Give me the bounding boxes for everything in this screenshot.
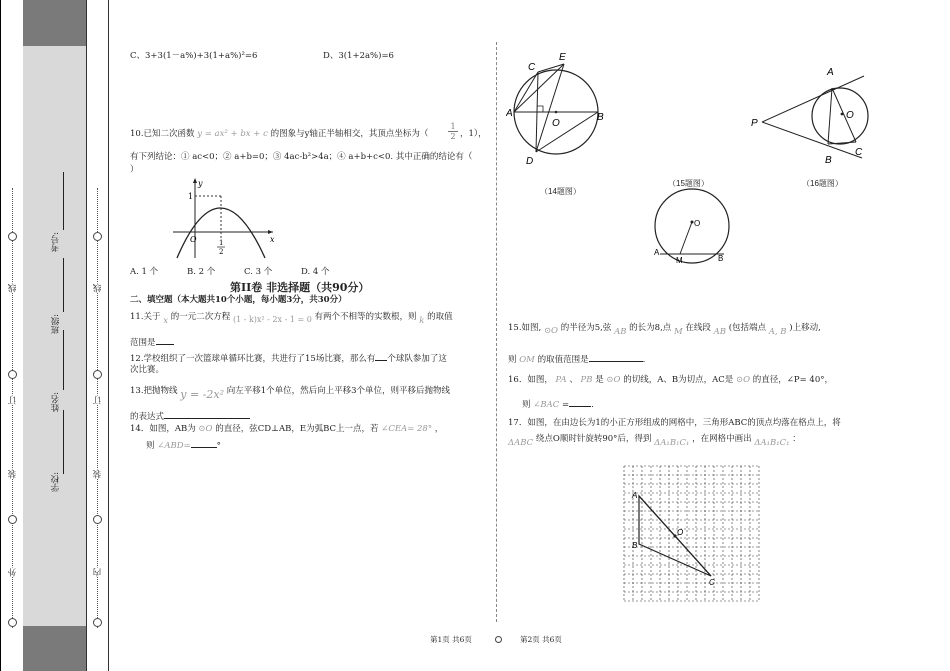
q13-line2-text: 的表达式 bbox=[130, 412, 165, 422]
footer-center-circle bbox=[495, 636, 502, 643]
grid-label-a: A bbox=[632, 491, 638, 500]
fig15-label-b: B bbox=[718, 254, 724, 263]
q15-e: (包括端点 bbox=[728, 323, 767, 333]
inner-mark-nei: 内 bbox=[93, 568, 103, 577]
q15-b: 的半径为5,弦 bbox=[560, 323, 612, 333]
exam-number-label: 考号: bbox=[51, 232, 61, 252]
q15-m: M bbox=[673, 327, 683, 337]
q16-d: 的切线，A、B为切点，AC是 bbox=[623, 375, 734, 385]
q14-line2c: ° bbox=[216, 441, 221, 451]
outer-cut-line bbox=[12, 188, 13, 628]
q13-a: 13.把抛物线 bbox=[130, 386, 178, 396]
q10-text-b: 的图象与y轴正半轴相交，其顶点坐标为（ bbox=[270, 129, 429, 139]
q10-line1 bbox=[130, 129, 428, 140]
q16-b: 、 bbox=[569, 375, 578, 385]
q16-pa: PA bbox=[555, 375, 567, 385]
q14-line2 bbox=[146, 438, 221, 452]
fig14-label-b: B bbox=[597, 112, 604, 123]
q10-graph-origin: O bbox=[190, 235, 197, 244]
outer-hole-2 bbox=[8, 370, 17, 379]
figure-16 bbox=[748, 60, 870, 172]
q15-line2a: 则 bbox=[508, 355, 517, 365]
q13-line1 bbox=[130, 384, 451, 401]
q11-a: 11.关于 bbox=[130, 312, 161, 322]
q16-circle2: ⊙O bbox=[735, 375, 751, 385]
q11-eq: (1 - k)x² - 2x - 1 = 0 bbox=[232, 315, 312, 324]
q10-frac-num: 1 bbox=[450, 122, 456, 131]
grid-lines bbox=[624, 466, 759, 601]
q12-line2: 次比赛。 bbox=[130, 365, 165, 375]
q12-b: 个球队参加了这 bbox=[387, 354, 447, 364]
q9-option-c: C、3+3(1－a%)+3(1+a%)²=6 bbox=[130, 51, 258, 61]
fig15-label-m: M bbox=[676, 256, 683, 265]
q10-option-c: C. 3 个 bbox=[244, 267, 273, 277]
q10-graph-half-den: 2 bbox=[219, 248, 224, 256]
q10-line2: 有下列结论：① ac<0；② a+b=0；③ 4ac-b²>4a；④ a+b+c<0. 其中正确的结论有（ bbox=[130, 152, 473, 162]
inner-hole-4 bbox=[93, 618, 102, 627]
q17-tri2: ΔA₁B₁C₁ bbox=[654, 438, 690, 448]
q16-answer-blank[interactable] bbox=[569, 397, 591, 407]
q11-d: 的取值 bbox=[427, 312, 453, 322]
figure-14 bbox=[506, 46, 606, 172]
binding-gray-band bbox=[23, 46, 86, 626]
q16-line2b: = bbox=[561, 400, 570, 410]
q15-line2: 则 OM 的取值范围是 . bbox=[508, 352, 645, 366]
q14-circle: ⊙O bbox=[198, 424, 213, 434]
fig16-label-p: P bbox=[751, 118, 758, 129]
q16-line2: 则 ∠BAC = . bbox=[522, 397, 594, 411]
outer-mark-zhuang: 装 bbox=[8, 470, 18, 479]
q14-b: 的直径，弦CD⊥AB，E为弧BC上一点，若 bbox=[215, 424, 379, 434]
outer-mark-ding: 订 bbox=[8, 396, 18, 405]
q10-graph-y: y bbox=[198, 179, 203, 188]
q11-answer-blank[interactable] bbox=[156, 335, 174, 345]
inner-hole-3 bbox=[93, 515, 102, 524]
q9-option-d: D、3(1+2a%)=6 bbox=[323, 51, 394, 61]
grid-label-b: B bbox=[632, 541, 638, 550]
name-label: 姓名: bbox=[51, 392, 61, 412]
q10-graph-one: 1 bbox=[188, 192, 194, 201]
fig16-label-o: O bbox=[846, 110, 854, 121]
class-label: 班级: bbox=[51, 314, 61, 334]
q14-angle: ∠CEA= 28° bbox=[381, 424, 433, 434]
q11-b: 的一元二次方程 bbox=[170, 312, 231, 322]
figure-15 bbox=[650, 188, 736, 270]
q12-line1 bbox=[130, 351, 447, 365]
q10-formula: y = ax² + bx + c bbox=[197, 129, 268, 139]
q15-om: OM bbox=[519, 355, 535, 365]
q15-ab2: AB bbox=[713, 327, 727, 337]
q11-line2 bbox=[130, 335, 174, 349]
binding-strip-border bbox=[0, 0, 1, 671]
inner-mark-ding: 订 bbox=[93, 396, 103, 405]
q15-ab: AB bbox=[614, 327, 627, 337]
fig14-label-o: O bbox=[552, 118, 560, 129]
fig16-label-a: A bbox=[827, 67, 834, 78]
fig14-label-a: A bbox=[506, 108, 513, 119]
q13-answer-blank[interactable] bbox=[164, 409, 250, 419]
outer-hole-3 bbox=[8, 515, 17, 524]
binding-band-right-line bbox=[86, 0, 87, 671]
q17-line1: 17．如图，在由边长为1的小正方形组成的网格中，三角形ABC的顶点均落在格点上，将 bbox=[508, 418, 841, 428]
fig14-caption: （14题图） bbox=[540, 187, 581, 196]
q14-line2a: 则 bbox=[146, 441, 155, 451]
q15-f: )上移动, bbox=[789, 323, 821, 333]
q17-b: 绕点O顺时针旋转90°后，得到 bbox=[535, 434, 652, 444]
q12-answer-blank[interactable] bbox=[375, 351, 387, 361]
q15-c: 的长为8,点 bbox=[629, 323, 672, 333]
q10-graph-half-num: 1 bbox=[219, 239, 224, 247]
outer-mark-xian: 线 bbox=[8, 284, 18, 293]
page-divider bbox=[496, 42, 497, 622]
q14-line1 bbox=[130, 424, 443, 435]
fig14-label-e: E bbox=[559, 52, 566, 63]
inner-mark-xian: 线 bbox=[93, 284, 103, 293]
q13-line2 bbox=[130, 409, 250, 423]
inner-hole-2 bbox=[93, 370, 102, 379]
q10-parabola-graph bbox=[165, 176, 280, 260]
q10-graph-x: x bbox=[270, 235, 275, 244]
q14-line2b: ∠ABD= bbox=[157, 441, 191, 451]
q10-fraction bbox=[448, 122, 458, 141]
q15-d: 在线段 bbox=[685, 323, 711, 333]
q11-line1 bbox=[130, 311, 453, 326]
outer-hole-4 bbox=[8, 618, 17, 627]
q10-text-a: 10.已知二次函数 bbox=[130, 129, 195, 139]
outer-mark-wai: 外 bbox=[8, 568, 18, 577]
q17-tri3: ΔA₁B₁C₁ bbox=[754, 438, 790, 448]
q17-line2 bbox=[508, 434, 801, 448]
q14-answer-blank[interactable] bbox=[191, 438, 217, 448]
q15-line1 bbox=[508, 323, 821, 337]
q14-a: 14．如图，AB为 bbox=[130, 424, 196, 434]
fig14-label-c: C bbox=[528, 62, 536, 73]
q16-angle: ∠BAC bbox=[533, 400, 560, 410]
exam-number-field[interactable] bbox=[63, 172, 64, 230]
fig15-label-o: O bbox=[694, 219, 701, 228]
fill-in-heading: 二、填空题（本大题共10个小题，每小题3分，共30分） bbox=[130, 295, 347, 305]
fig14-label-d: D bbox=[526, 156, 534, 167]
q16-e: 的直径，∠P= 40°， bbox=[752, 375, 833, 385]
q11-k: k bbox=[419, 316, 425, 326]
footer-left-page-number: 第1页 共6页 bbox=[430, 635, 472, 644]
fig15-caption: （15题图） bbox=[668, 179, 709, 188]
q14-c: ， bbox=[434, 424, 444, 434]
q10-frac-den: 2 bbox=[448, 131, 458, 141]
q16-c: 是 bbox=[595, 375, 604, 385]
inner-cut-line bbox=[97, 188, 98, 628]
q16-circle: ⊙O bbox=[606, 375, 621, 385]
q11-line2-text: 范围是 bbox=[130, 338, 156, 348]
school-label: 学校: bbox=[51, 472, 61, 492]
q13-b: 向左平移1个单位，然后向上平移3个单位，则平移后抛物线 bbox=[226, 386, 451, 396]
q11-c: 有两个不相等的实数根，则 bbox=[314, 312, 417, 322]
q16-line1 bbox=[508, 375, 833, 386]
fig16-label-b: B bbox=[825, 155, 832, 166]
q17-grid-figure[interactable] bbox=[622, 464, 762, 612]
q12-a: 12.学校组织了一次篮球单循环比赛，共进行了15场比赛，那么有 bbox=[130, 354, 376, 364]
q17-tri: ΔABC bbox=[508, 438, 534, 448]
q10-line3: ） bbox=[130, 165, 139, 175]
q10-option-a: A. 1 个 bbox=[130, 267, 159, 277]
fig16-caption: （16题图） bbox=[802, 179, 843, 188]
name-field[interactable] bbox=[63, 330, 64, 390]
q17-d: ： bbox=[792, 434, 801, 444]
class-field[interactable] bbox=[63, 258, 64, 312]
binding-bottom-block bbox=[23, 626, 86, 671]
q16-pb: PB bbox=[580, 375, 593, 385]
q13-eq: y = -2x² bbox=[180, 388, 224, 401]
q15-line2b: 的取值范围是 bbox=[537, 355, 589, 365]
inner-mark-zhuang: 装 bbox=[93, 470, 103, 479]
grid-label-o: O bbox=[677, 528, 684, 537]
q15-ends: A, B bbox=[768, 327, 787, 337]
inner-hole-1 bbox=[93, 232, 102, 241]
grid-label-c: C bbox=[709, 578, 715, 587]
footer-right-page-number: 第2页 共6页 bbox=[520, 635, 562, 644]
outer-hole-1 bbox=[8, 232, 17, 241]
section-ii-title: 第II卷 非选择题（共90分） bbox=[230, 281, 370, 294]
q10-option-d: D. 4 个 bbox=[301, 267, 330, 277]
q15-a: 15.如图, bbox=[508, 323, 542, 333]
q10-text-c: ，1）， bbox=[460, 129, 487, 139]
q15-answer-blank[interactable] bbox=[589, 352, 643, 362]
q16-a: 16．如图， bbox=[508, 375, 553, 385]
school-field[interactable] bbox=[63, 410, 64, 474]
q16-line2a: 则 bbox=[522, 400, 531, 410]
q17-c: ，在网格中画出 bbox=[692, 434, 752, 444]
binding-outer-right-line bbox=[108, 0, 109, 671]
fig15-label-a: A bbox=[654, 248, 660, 257]
binding-top-block bbox=[23, 0, 86, 46]
q11-x: x bbox=[163, 316, 169, 326]
fig16-label-c: C bbox=[855, 147, 863, 158]
q15-circle: ⊙O bbox=[543, 326, 559, 336]
q10-option-b: B. 2 个 bbox=[187, 267, 216, 277]
